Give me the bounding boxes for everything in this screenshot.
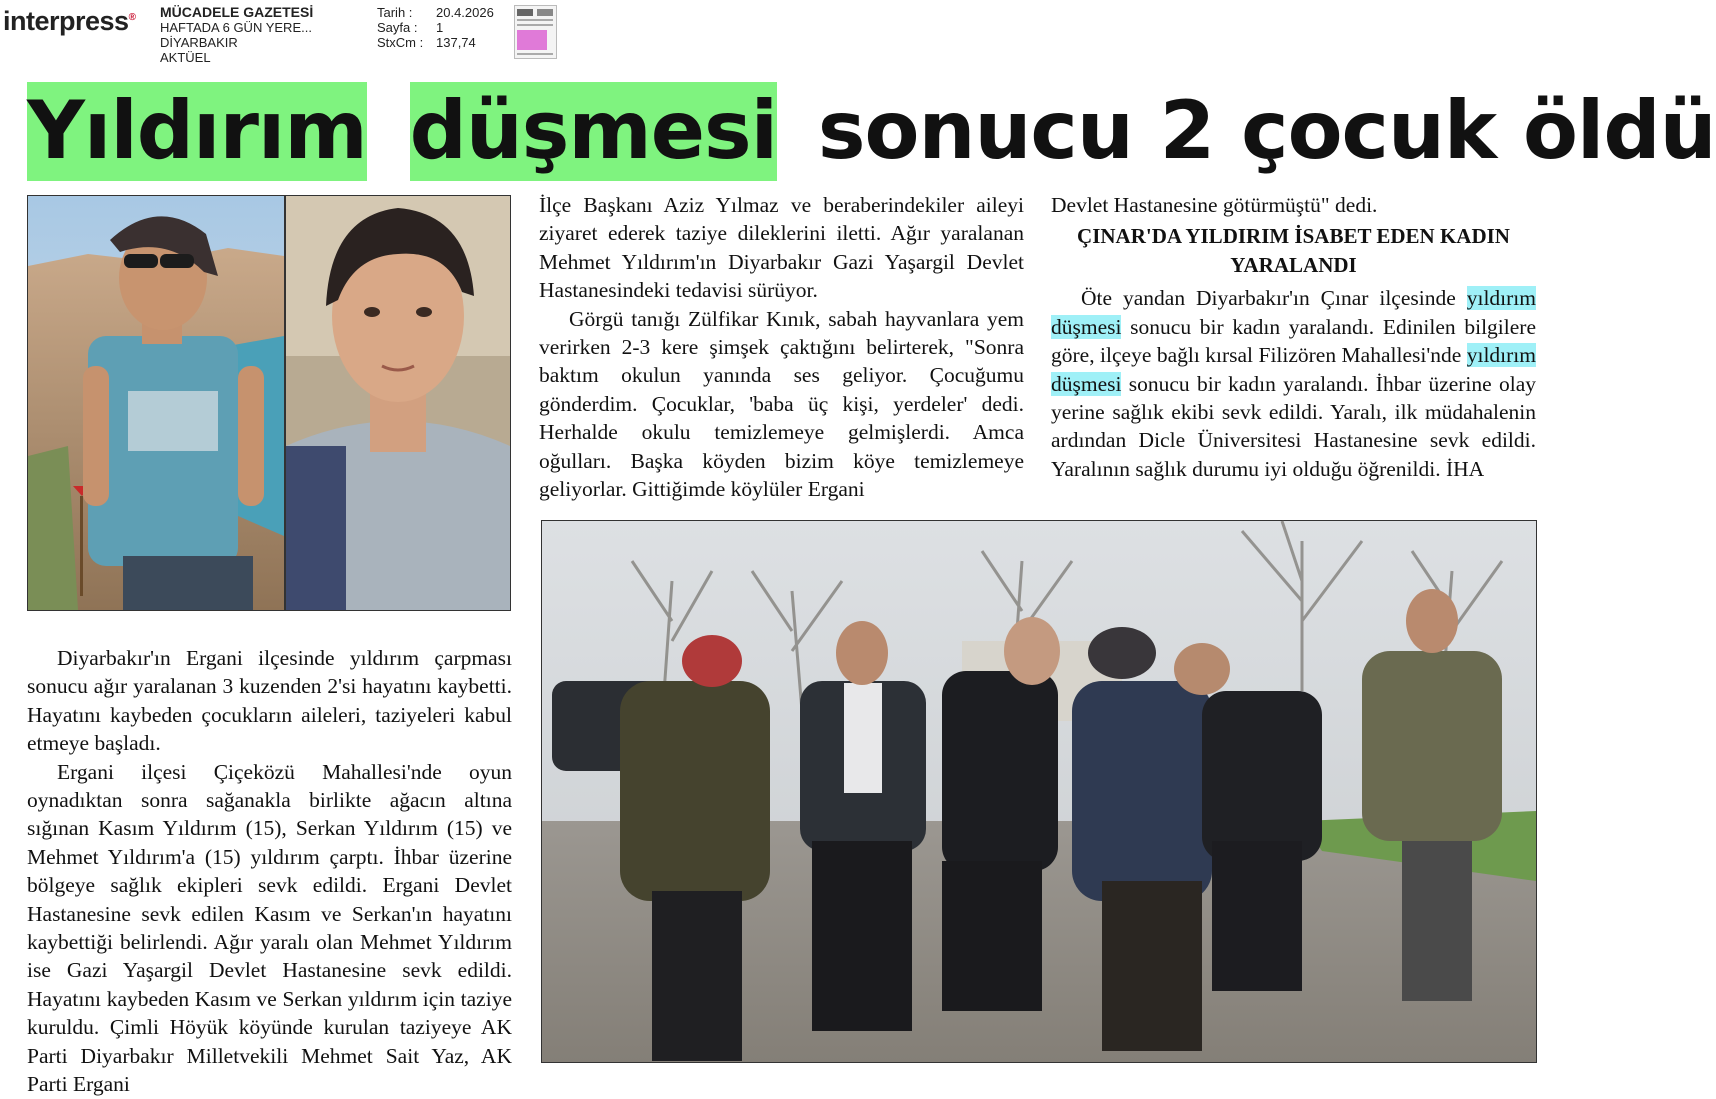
clipping-header bbox=[0, 0, 1589, 64]
publication-frequency: HAFTADA 6 GÜN YERE... bbox=[160, 20, 312, 35]
text-run: sonucu bir kadın yaralandı. Edinilen bilgilere göre, ilçeye bağlı kırsal Filizören Mahallesi'nde bbox=[1051, 314, 1536, 368]
headline-rest: sonucu 2 çocuk öldü bbox=[817, 84, 1716, 177]
paragraph-1: Diyarbakır'ın Ergani ilçesinde yıldırım çarpması sonucu ağır yaralanan 3 kuzenden 2'si hayatını kaybetti. Hayatını kaybeden çocukların aileleri, taziyeleri kabul etmeye başladı. bbox=[27, 646, 512, 756]
headline bbox=[27, 86, 1716, 182]
condolence-scene-illustration bbox=[542, 521, 1536, 1062]
publication-section: AKTÜEL bbox=[160, 50, 211, 65]
portrait-illustration-2 bbox=[286, 196, 510, 610]
portrait-illustration-1 bbox=[28, 196, 284, 610]
paragraph-2: Ergani ilçesi Çiçeközü Mahallesi'nde oyun oynadıktan sonra sağanakla birlikte ağacın altına sığınan Kasım Yıldırım (15), Serkan Yıldırım (15) ve Mehmet Yıldırım'a (15) yıldırım çarptı. İhbar üzerine bölgeye sağlık ekipleri sevk edildi. Ergani Devlet Hastanesine sevk edilen Kasım ve Serkan'ın hayatını kaybettiği belirlendi. Ağır yaralı olan Mehmet Yıldırım ise Gazi Yaşargil Devlet Hastanesine sevk edildi. Hayatını kaybeden Kasım ve Serkan yıldırım için taziye kuruldu. Çimli Höyük köyünde kurulan taziyeye AK Parti Diyarbakır Milletvekili Mehmet Sait Yaz, AK Parti Ergani bbox=[27, 759, 512, 1097]
size-value: 137,74 bbox=[436, 35, 476, 50]
condolence-visit-photo bbox=[541, 520, 1537, 1063]
headline-word-yildirim: Yıldırım bbox=[27, 82, 367, 181]
paragraph-6 bbox=[1051, 284, 1536, 483]
portrait-photo-boy-2 bbox=[285, 195, 511, 611]
article-right-column bbox=[1051, 191, 1536, 483]
article-middle-column bbox=[539, 191, 1024, 503]
publication-city: DİYARBAKIR bbox=[160, 35, 238, 50]
page-label: Sayfa : bbox=[377, 20, 418, 35]
size-label: StxCm : bbox=[377, 35, 424, 50]
interpress-logo: interpress® bbox=[3, 6, 136, 36]
paragraph-4: Görgü tanığı Zülfikar Kınık, sabah hayvanlara yem verirken 2-3 kere şimşek çaktığını belirterek, "Sonra baktım okulun yanında ses geliyor. Çocuğumu gönderdim. Çocuklar, 'baba üç kişi, yerdeler' dedi. Herhalde okulu temizlemeye gelmişlerdi. Amca oğulları. Başka köyden bizim köye temizlemeye geliyorlar. Gittiğimde köylüler Ergani bbox=[539, 306, 1024, 502]
text-run: Öte yandan Diyarbakır'ın Çınar ilçesinde bbox=[1081, 286, 1467, 311]
page-value: 1 bbox=[436, 20, 444, 35]
headline-word-dusmesi: düşmesi bbox=[410, 82, 778, 181]
publication-info bbox=[160, 5, 313, 65]
date-label: Tarih : bbox=[377, 5, 413, 20]
text-run: sonucu bir kadın yaralandı. İhbar üzerine olay yerine sağlık ekibi sevk edildi. Yaralı, ilk müdahalenin ardından Dicle Üniversitesi Hastanesine sevk edildi. Yaralının sağlık durumu iyi olduğu öğrenildi. İHA bbox=[1051, 371, 1536, 481]
clip-meta bbox=[377, 5, 494, 50]
publication-name: MÜCADELE GAZETESİ bbox=[160, 4, 314, 20]
keyword-highlight: düşmesi bbox=[1051, 371, 1122, 396]
keyword-highlight: yıldırım bbox=[1466, 286, 1536, 311]
paragraph-3: İlçe Başkanı Aziz Yılmaz ve beraberindekiler aileyi ziyaret ederek taziye dileklerini iletti. Ağır yaralanan Mehmet Yıldırım'ın Diyarbakır Gazi Yaşargil Devlet Hastanesindeki tedavisi sürüyor. bbox=[539, 193, 1024, 303]
date-value: 20.4.2026 bbox=[436, 5, 494, 20]
portrait-photo-boy-1 bbox=[27, 195, 285, 611]
keyword-highlight: yıldırım bbox=[1466, 343, 1536, 368]
paragraph-5: Devlet Hastanesine götürmüştü" dedi. bbox=[1051, 193, 1378, 217]
subheading: ÇINAR'DA YILDIRIM İSABET EDEN KADIN YARALANDI bbox=[1077, 224, 1510, 278]
keyword-highlight: düşmesi bbox=[1051, 314, 1122, 339]
article-left-column bbox=[27, 644, 512, 1099]
page-thumbnail bbox=[514, 5, 557, 59]
